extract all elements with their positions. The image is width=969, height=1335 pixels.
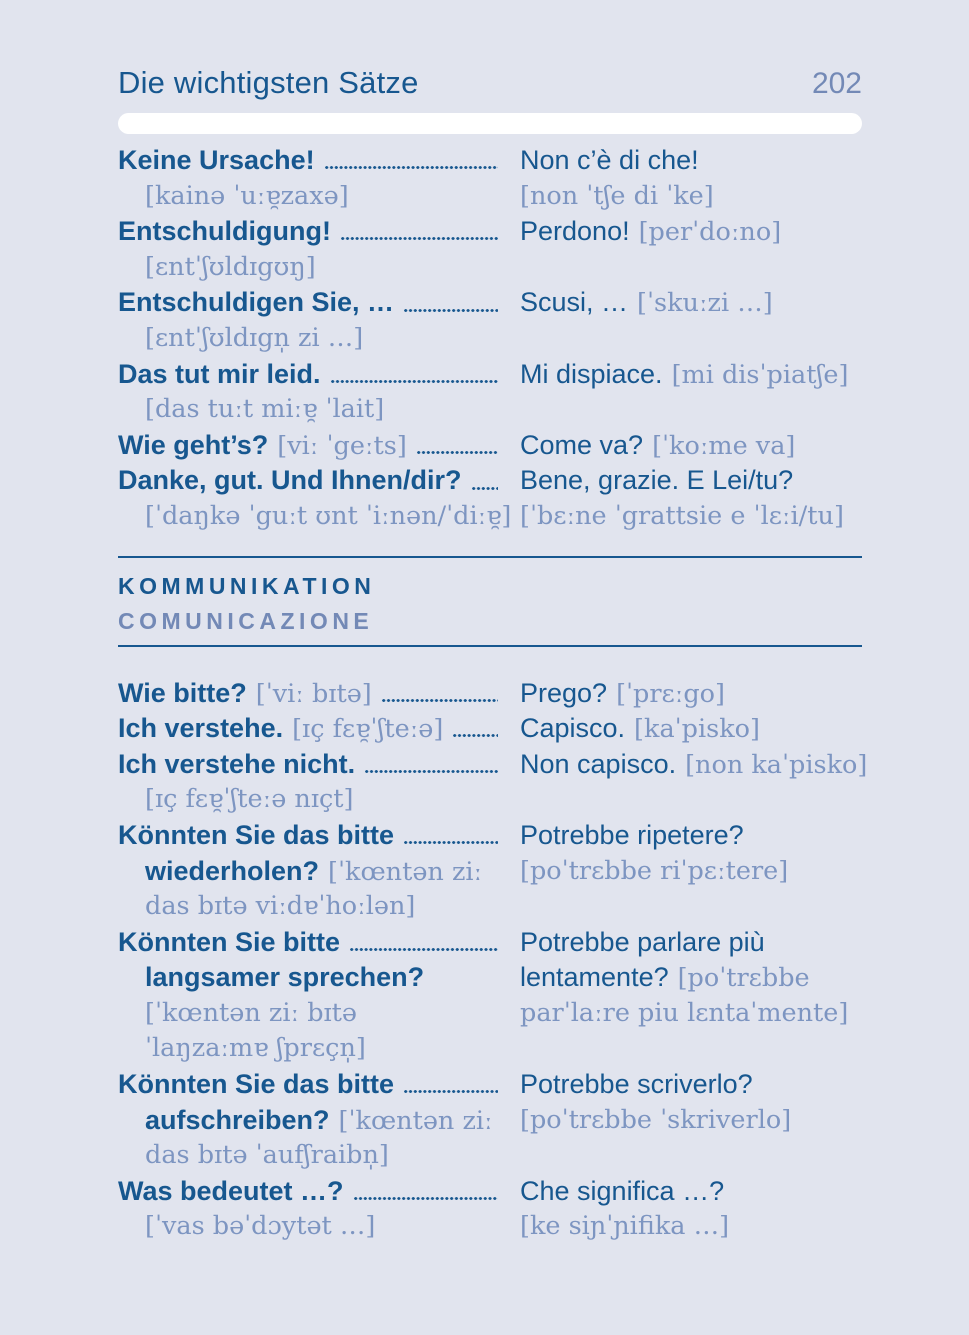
german-phrase: Entschuldigung!	[118, 216, 331, 247]
phonetic-transcription: [ˈbɛːne ˈgrattsie e ˈlɛːi/tu]	[520, 500, 844, 531]
italian-phrase: lentamente?	[520, 962, 669, 993]
phonetic-transcription: [kaˈpisko]	[634, 714, 760, 745]
phrase-entry	[118, 214, 862, 285]
phrase-entry	[118, 676, 862, 712]
italian-phrase: Che significa …?	[520, 1175, 725, 1206]
phonetic-transcription: [ˈkoːme va]	[652, 430, 796, 461]
text-line	[118, 960, 520, 996]
phonetic-transcription: [viː ˈgeːts]	[277, 430, 407, 461]
text-line	[520, 1174, 862, 1210]
phonetic-transcription: [ɪç fɛɐ̯ˈʃteːə nɪçt]	[145, 784, 354, 815]
italian-cell	[520, 214, 862, 285]
phrase-entry	[118, 463, 862, 534]
phrase-entry	[118, 1174, 862, 1245]
dotted-leader	[365, 770, 498, 773]
text-line	[520, 428, 862, 464]
italian-cell	[520, 143, 862, 214]
german-cell	[118, 676, 520, 712]
german-cell	[118, 214, 520, 285]
italian-cell	[520, 711, 862, 747]
italian-phrase: Potrebbe scriverlo?	[520, 1069, 753, 1100]
page-header	[118, 0, 862, 102]
german-phrase: Was bedeutet …?	[118, 1175, 344, 1206]
text-line	[118, 428, 520, 464]
text-line	[118, 782, 520, 818]
text-line	[118, 711, 520, 747]
italian-cell	[520, 676, 862, 712]
phrase-list-communication	[118, 676, 868, 1246]
text-line	[118, 214, 520, 250]
italian-phrase: Potrebbe ripetere?	[520, 819, 744, 850]
phrase-entry	[118, 285, 862, 356]
dotted-leader	[404, 841, 498, 844]
text-line	[520, 818, 862, 854]
text-line	[520, 285, 862, 321]
dotted-leader	[404, 309, 498, 312]
phonetic-transcription: [ɛntˈʃʊldɪgn̩ zi …]	[145, 322, 364, 353]
text-line	[118, 925, 520, 961]
phrase-entry	[118, 925, 862, 1067]
text-line	[118, 1067, 520, 1103]
text-line	[520, 960, 862, 996]
german-phrase: wiederholen?	[145, 855, 320, 886]
italian-phrase: Mi dispiace.	[520, 358, 663, 389]
text-line	[118, 321, 520, 357]
phonetic-transcription: [ˈkœntən ziː	[338, 1105, 493, 1136]
phrase-entry	[118, 357, 862, 428]
phonetic-transcription: [poˈtrɛbbe ˈskriverlo]	[520, 1104, 792, 1135]
text-line	[118, 1031, 520, 1067]
page-content	[118, 0, 868, 1245]
text-line	[118, 996, 520, 1032]
italian-cell	[520, 925, 862, 1067]
phonetic-transcription: [ɪç fɛɐ̯ˈʃteːə]	[292, 714, 444, 745]
phonetic-transcription: das bɪtə ˈaufʃraibn̩]	[145, 1140, 389, 1171]
text-line	[118, 143, 520, 179]
text-line	[520, 676, 862, 712]
italian-phrase: Scusi, …	[520, 287, 629, 318]
italian-cell	[520, 428, 862, 464]
phonetic-transcription: [non ˈtʃe di ˈke]	[520, 180, 714, 211]
italian-cell	[520, 285, 862, 356]
german-phrase: Ich verstehe nicht.	[118, 748, 356, 779]
german-phrase: Wie geht’s?	[118, 429, 269, 460]
page-number: 202	[811, 67, 862, 100]
text-line	[118, 1209, 520, 1245]
german-cell	[118, 428, 520, 464]
german-cell	[118, 925, 520, 1067]
italian-phrase: Come va?	[520, 429, 644, 460]
text-line	[118, 357, 520, 393]
text-line	[520, 499, 862, 535]
german-cell	[118, 285, 520, 356]
section-header	[118, 556, 862, 647]
text-line	[520, 1209, 862, 1245]
german-phrase: Entschuldigen Sie, …	[118, 287, 395, 318]
phonetic-transcription: ˈlaŋzaːmɐ ʃprɛçn̩]	[145, 1033, 366, 1064]
italian-phrase: Bene, grazie. E Lei/tu?	[520, 465, 794, 496]
italian-cell	[520, 1174, 862, 1245]
dotted-leader	[453, 734, 498, 737]
text-line	[118, 1174, 520, 1210]
italian-cell	[520, 463, 862, 534]
german-cell	[118, 1174, 520, 1245]
german-cell	[118, 711, 520, 747]
phonetic-transcription: [ˈkœntən ziː	[328, 856, 483, 887]
phrase-entry	[118, 428, 862, 464]
phonetic-transcription: [kainə ˈuːɐ̯zaxə]	[145, 180, 349, 211]
dotted-leader	[341, 237, 498, 240]
phonetic-transcription: [das tuːt miːɐ̯ ˈlait]	[145, 394, 385, 425]
german-cell	[118, 818, 520, 925]
phonetic-transcription: [poˈtrɛbbe riˈpɛːtere]	[520, 855, 789, 886]
header-divider-bar	[118, 113, 862, 134]
text-line	[118, 1103, 520, 1139]
phrase-list-top	[118, 143, 862, 535]
phonetic-transcription: [ˈskuːzi …]	[637, 288, 773, 319]
text-line	[118, 392, 520, 428]
text-line	[520, 747, 868, 783]
phonetic-transcription: parˈlaːre piu lɛntaˈmente]	[520, 997, 849, 1028]
text-line	[118, 463, 520, 499]
text-line	[118, 676, 520, 712]
phonetic-transcription: [ˈkœntən ziː bɪtə	[145, 997, 358, 1028]
text-line	[520, 463, 862, 499]
phrase-entry	[118, 747, 868, 818]
german-phrase: Ich verstehe.	[118, 713, 284, 744]
italian-cell	[520, 818, 862, 925]
italian-cell	[520, 747, 868, 818]
dotted-leader	[417, 451, 498, 454]
german-cell	[118, 463, 520, 534]
text-line	[520, 357, 862, 393]
section-title-italian: COMUNICAZIONE	[118, 607, 374, 634]
phonetic-transcription: [ˈvas bəˈdɔytət …]	[145, 1211, 376, 1242]
italian-phrase: Potrebbe parlare più	[520, 926, 765, 957]
dotted-leader	[382, 699, 498, 702]
text-line	[118, 285, 520, 321]
text-line	[520, 925, 862, 961]
text-line	[520, 143, 862, 179]
phonetic-transcription: [poˈtrɛbbe	[677, 963, 810, 994]
phonetic-transcription: [ke siɲˈɲifika …]	[520, 1211, 730, 1242]
german-phrase: Keine Ursache!	[118, 145, 315, 175]
text-line	[520, 179, 862, 215]
german-cell	[118, 143, 520, 214]
phrase-entry	[118, 818, 862, 925]
german-phrase: aufschreiben?	[145, 1104, 330, 1135]
german-phrase: Das tut mir leid.	[118, 358, 321, 389]
phonetic-transcription: [ˈprɛːgo]	[616, 678, 725, 709]
text-line	[118, 747, 520, 783]
phonetic-transcription: [ˈdaŋkə ˈguːt ʊnt ˈiːnən/ˈdiːɐ̯]	[145, 500, 512, 531]
phonetic-transcription: das bɪtə viːdɐˈhoːlən]	[145, 891, 416, 922]
text-line	[520, 854, 862, 890]
text-line	[520, 1067, 862, 1103]
section-title-german: KOMMUNIKATION	[118, 572, 376, 599]
italian-phrase: Non c’è di che!	[520, 145, 699, 175]
phonetic-transcription: [mi disˈpiatʃe]	[671, 359, 849, 390]
italian-phrase: Prego?	[520, 677, 608, 708]
text-line	[118, 179, 520, 215]
text-line	[118, 854, 520, 890]
text-line	[520, 214, 862, 250]
dotted-leader	[404, 1090, 498, 1093]
text-line	[118, 889, 520, 925]
italian-phrase: Capisco.	[520, 713, 626, 744]
text-line	[118, 499, 520, 535]
german-phrase: Könnten Sie bitte	[118, 926, 340, 957]
italian-phrase: Non capisco.	[520, 748, 677, 779]
german-phrase: Könnten Sie das bitte	[118, 819, 395, 850]
german-phrase: Danke, gut. Und Ihnen/dir?	[118, 465, 462, 496]
text-line	[118, 818, 520, 854]
phrase-entry	[118, 1067, 862, 1174]
german-phrase: Könnten Sie das bitte	[118, 1069, 395, 1100]
german-cell	[118, 1067, 520, 1174]
german-cell	[118, 747, 520, 818]
phrase-entry	[118, 143, 862, 214]
german-phrase: Wie bitte?	[118, 677, 247, 708]
phonetic-transcription: [ˈviː bɪtə]	[255, 678, 372, 709]
text-line	[520, 1103, 862, 1139]
page-title: Die wichtigsten Sätze	[118, 65, 419, 100]
text-line	[520, 711, 862, 747]
german-cell	[118, 357, 520, 428]
italian-cell	[520, 1067, 862, 1174]
phonetic-transcription: [non kaˈpisko]	[685, 749, 868, 780]
phonetic-transcription: [ɛntˈʃʊldɪgʊŋ]	[145, 251, 316, 282]
dotted-leader	[331, 380, 498, 383]
italian-phrase: Perdono!	[520, 216, 630, 247]
text-line	[118, 250, 520, 286]
dotted-leader	[325, 166, 498, 169]
german-phrase: langsamer sprechen?	[145, 962, 425, 993]
dotted-leader	[354, 1197, 498, 1200]
text-line	[520, 996, 862, 1032]
italian-cell	[520, 357, 862, 428]
dotted-leader	[472, 487, 499, 490]
phrase-entry	[118, 711, 862, 747]
dotted-leader	[350, 948, 498, 951]
phonetic-transcription: [perˈdoːno]	[638, 217, 782, 248]
text-line	[118, 1138, 520, 1174]
